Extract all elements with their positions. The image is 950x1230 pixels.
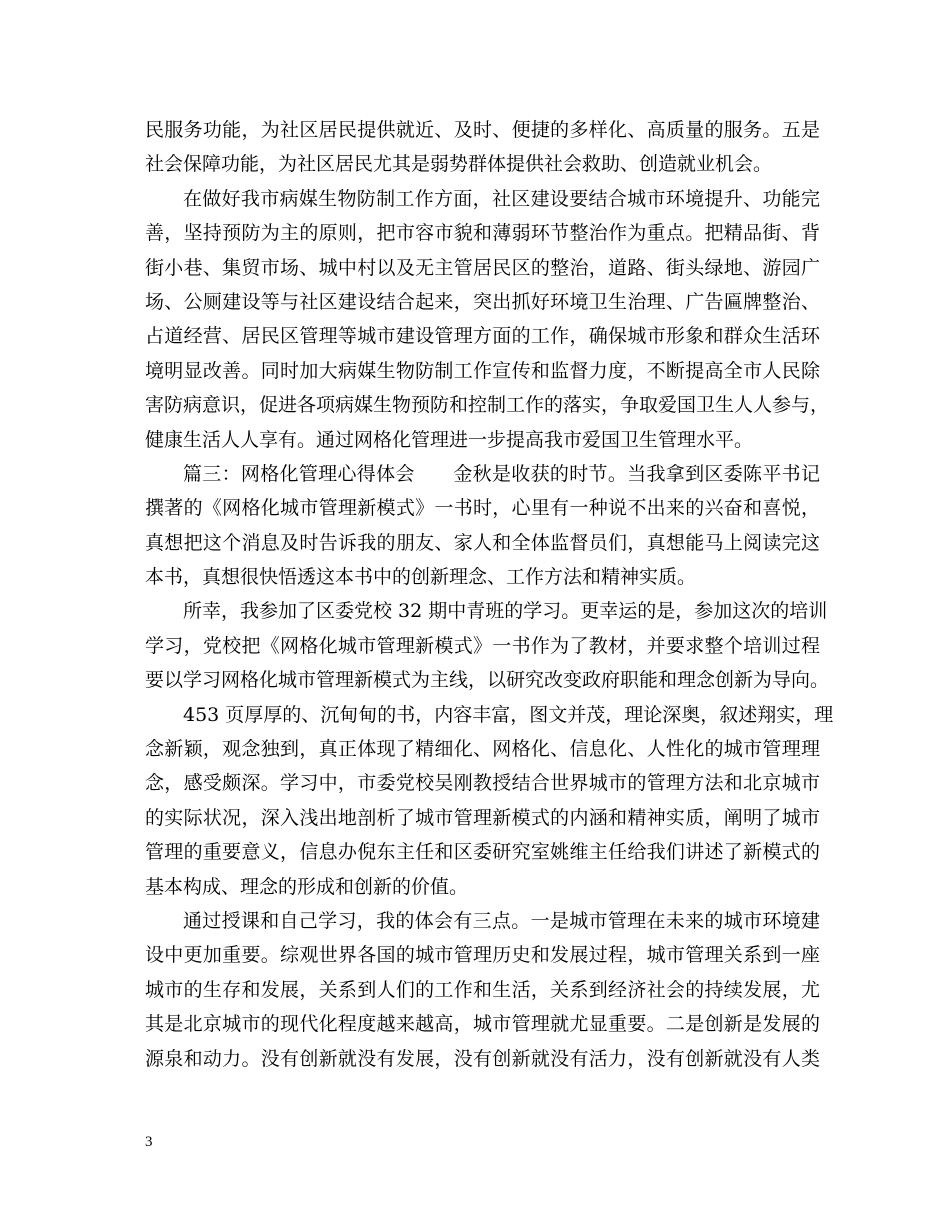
text-line: 453 页厚厚的、沉甸甸的书，内容丰富，图文并茂，理论深奥，叙述翔实，理 [183,703,834,726]
text-line: 害防病意识，促进各项病媒生物预防和控制工作的落实，争取爱国卫生人人参与， [145,394,830,417]
page-number: 3 [145,1134,153,1150]
text-line: 本书，真想很快悟透这本书中的创新理念、工作方法和精神实质。 [145,566,697,589]
text-line: 场、公厕建设等与社区建设结合起来，突出抓好环境卫生治理、广告匾牌整治、 [145,290,820,313]
text-line: 撰著的《网格化城市管理新模式》一书时，心里有一种说不出来的兴奋和喜悦， [145,497,820,520]
body-text [145,113,834,1076]
text-line: 基本构成、理念的形成和创新的价值。 [145,875,469,898]
text-line: 的实际状况，深入浅出地剖析了城市管理新模式的内涵和精神实质，阐明了城市 [145,806,820,829]
text-line: 念，感受颇深。学习中，市委党校吴刚教授结合世界城市的管理方法和北京城市 [145,772,820,795]
text-line: 篇三：网格化管理心得体会 金秋是收获的时节。当我拿到区委陈平书记 [183,462,820,485]
text-line: 在做好我市病媒生物防制工作方面，社区建设要结合城市环境提升、功能完 [183,187,820,210]
text-line: 城市的生存和发展，关系到人们的工作和生活，关系到经济社会的持续发展，尤 [145,978,820,1001]
text-line: 管理的重要意义，信息办倪东主任和区委研究室姚维主任给我们讲述了新模式的 [145,841,820,864]
text-line: 念新颖，观念独到，真正体现了精细化、网格化、信息化、人性化的城市管理理 [145,738,820,761]
text-line: 要以学习网格化城市管理新模式为主线，以研究改变政府职能和理念创新为导向。 [145,669,830,692]
text-line: 街小巷、集贸市场、城中村以及无主管居民区的整治，道路、街头绿地、游园广 [145,256,820,279]
text-line: 源泉和动力。没有创新就没有发展，没有创新就没有活力，没有创新就没有人类 [145,1047,820,1070]
text-line: 境明显改善。同时加大病媒生物防制工作宣传和监督力度，不断提高全市人民除 [145,359,820,382]
text-line: 所幸，我参加了区委党校 32 期中青班的学习。更幸运的是，参加这次的培训 [183,600,828,623]
text-line: 学习，党校把《网格化城市管理新模式》一书作为了教材，并要求整个培训过程 [145,634,820,657]
text-line: 通过授课和自己学习，我的体会有三点。一是城市管理在未来的城市环境建 [183,909,820,932]
text-line: 设中更加重要。综观世界各国的城市管理历史和发展过程，城市管理关系到一座 [145,944,820,967]
text-line: 社会保障功能，为社区居民尤其是弱势群体提供社会救助、创造就业机会。 [145,153,773,176]
text-line: 民服务功能，为社区居民提供就近、及时、便捷的多样化、高质量的服务。五是 [145,119,820,141]
text-line: 健康生活人人享有。通过网格化管理进一步提高我市爱国卫生管理水平。 [145,428,754,451]
text-line: 真想把这个消息及时告诉我的朋友、家人和全体监督员们，真想能马上阅读完这 [145,531,820,554]
text-line: 善，坚持预防为主的原则，把市容市貌和薄弱环节整治作为重点。把精品街、背 [145,222,820,245]
text-line: 占道经营、居民区管理等城市建设管理方面的工作，确保城市形象和群众生活环 [145,325,820,348]
text-line: 其是北京城市的现代化程度越来越高，城市管理就尤显重要。二是创新是发展的 [145,1013,820,1036]
